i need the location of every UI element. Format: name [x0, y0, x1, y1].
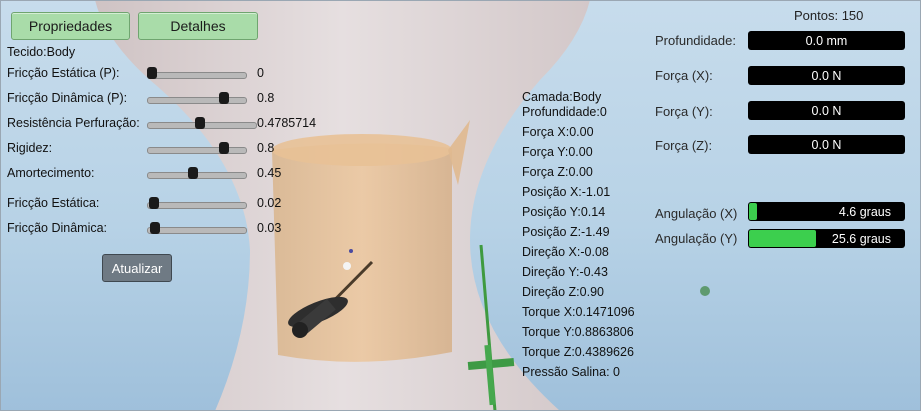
info-direction-z: Direção Z:0.90	[522, 285, 604, 299]
slider-label: Fricção Estática:	[7, 196, 100, 210]
force-z-label: Força (Z):	[655, 138, 713, 153]
angle-x-value: 4.6 graus	[838, 204, 891, 219]
update-button[interactable]: Atualizar	[102, 254, 172, 282]
force-y-label: Força (Y):	[655, 104, 713, 119]
slider-value: 0.4785714	[257, 116, 317, 130]
info-direction-y: Direção Y:-0.43	[522, 265, 608, 279]
force-z-readout: 0.0 N	[748, 135, 905, 154]
tissue-label: Tecido:Body	[7, 45, 76, 59]
slider-handle[interactable]	[195, 117, 205, 129]
slider-value: 0	[257, 66, 264, 80]
info-layer: Camada:Body	[522, 90, 602, 104]
slider-track[interactable]	[147, 202, 247, 209]
info-saline-pressure: Pressão Salina: 0	[522, 365, 620, 379]
info-force-y: Força Y:0.00	[522, 145, 593, 159]
slider[interactable]	[147, 222, 247, 236]
slider-label: Fricção Dinâmica:	[7, 221, 108, 235]
slider[interactable]	[147, 197, 247, 211]
slider[interactable]	[147, 117, 257, 131]
slider-value: 0.8	[257, 91, 275, 105]
slider-label: Fricção Dinâmica (P):	[7, 91, 128, 105]
slider-value: 0.03	[257, 221, 282, 235]
info-torque-y: Torque Y:0.8863806	[522, 325, 634, 339]
tab-properties[interactable]: Propriedades	[11, 12, 130, 40]
slider-value: 0.45	[257, 166, 282, 180]
slider[interactable]	[147, 92, 247, 106]
slider-handle[interactable]	[188, 167, 198, 179]
info-force-z: Força Z:0.00	[522, 165, 593, 179]
angle-y-label: Angulação (Y)	[655, 231, 738, 246]
tab-details[interactable]: Detalhes	[138, 12, 258, 40]
slider-label: Amortecimento:	[7, 166, 95, 180]
info-torque-z: Torque Z:0.4389626	[522, 345, 634, 359]
slider-value: 0.02	[257, 196, 282, 210]
info-position-z: Posição Z:-1.49	[522, 225, 610, 239]
slider-label: Resistência Perfuração:	[7, 116, 140, 130]
info-torque-x: Torque X:0.1471096	[522, 305, 635, 319]
slider[interactable]	[147, 167, 247, 181]
force-y-readout: 0.0 N	[748, 101, 905, 120]
slider-handle[interactable]	[219, 92, 229, 104]
angle-x-label: Angulação (X)	[655, 206, 738, 221]
info-direction-x: Direção X:-0.08	[522, 245, 609, 259]
slider-track[interactable]	[147, 227, 247, 234]
info-position-x: Posição X:-1.01	[522, 185, 611, 199]
angle-x-gauge	[748, 202, 905, 221]
info-position-y: Posição Y:0.14	[522, 205, 606, 219]
force-x-label: Força (X):	[655, 68, 713, 83]
depth-readout: 0.0 mm	[748, 31, 905, 50]
slider-track[interactable]	[147, 72, 247, 79]
force-x-readout: 0.0 N	[748, 66, 905, 85]
info-force-x: Força X:0.00	[522, 125, 594, 139]
slider-handle[interactable]	[150, 222, 160, 234]
score-label: Pontos: 150	[794, 8, 864, 23]
slider-track[interactable]	[147, 147, 247, 154]
depth-label: Profundidade:	[655, 33, 736, 48]
slider[interactable]	[147, 67, 247, 81]
slider-label: Rigidez:	[7, 141, 53, 155]
slider-value: 0.8	[257, 141, 275, 155]
slider-handle[interactable]	[149, 197, 159, 209]
angle-y-gauge	[748, 229, 905, 248]
info-depth: Profundidade:0	[522, 105, 607, 119]
slider-label: Fricção Estática (P):	[7, 66, 120, 80]
slider[interactable]	[147, 142, 247, 156]
slider-handle[interactable]	[147, 67, 157, 79]
slider-track[interactable]	[147, 97, 247, 104]
slider-handle[interactable]	[219, 142, 229, 154]
angle-y-value: 25.6 graus	[831, 231, 891, 246]
